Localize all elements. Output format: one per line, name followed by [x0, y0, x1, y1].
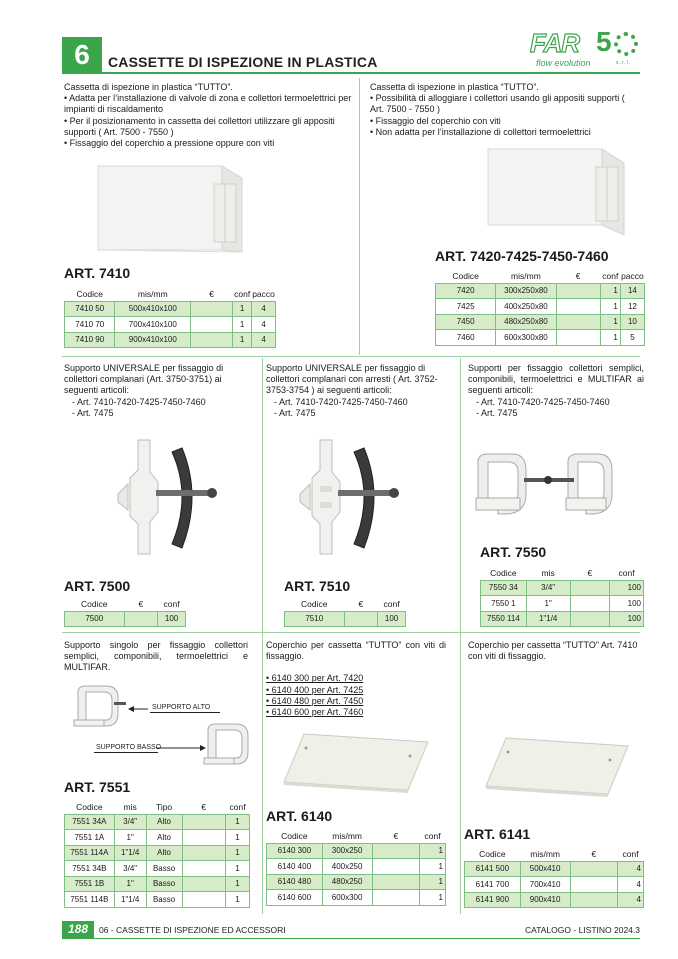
cell — [570, 580, 610, 596]
cell: 1"1/4 — [114, 845, 146, 861]
column-header: € — [201, 801, 207, 812]
label-underline — [94, 752, 158, 753]
column-header: Codice — [81, 598, 108, 609]
product-description-7410 — [64, 82, 356, 149]
cell: 300x250 — [322, 843, 372, 859]
cell: 1 — [420, 859, 446, 875]
cell: 7410 50 — [65, 301, 115, 317]
article-title-7420: ART. 7420-7425-7450-7460 — [435, 248, 609, 264]
table-row — [267, 843, 446, 859]
cell: 4 — [618, 861, 644, 877]
cell — [570, 861, 618, 877]
divider-v — [359, 78, 360, 355]
cell: 400x250x80 — [496, 299, 556, 315]
cell: 500x410x100 — [115, 301, 191, 317]
table-row — [481, 611, 644, 627]
cell — [182, 830, 226, 846]
column-header: Codice — [281, 830, 308, 841]
cell: 480x250x80 — [496, 314, 556, 330]
cell — [182, 845, 226, 861]
cell — [344, 611, 378, 627]
cell: 7551 34A — [65, 814, 115, 830]
cell: 12 — [620, 299, 644, 315]
article-title-6140: ART. 6140 — [266, 808, 333, 824]
column-header: conf — [163, 598, 180, 609]
cell: 7550 114 — [481, 611, 527, 627]
cell: 7410 70 — [65, 317, 115, 333]
bullet-item: - Art. 7410-7420-7425-7450-7460 — [476, 396, 610, 407]
divider-h — [62, 356, 640, 357]
table-6140 — [266, 829, 446, 906]
column-header: Codice — [490, 567, 517, 578]
table-row — [267, 874, 446, 890]
arrow-right-icon — [156, 742, 206, 754]
cell: 1 — [600, 314, 620, 330]
gear-icon — [614, 32, 638, 56]
cell: 5 — [620, 330, 644, 346]
table-row — [481, 596, 644, 612]
table-7410 — [64, 287, 276, 348]
cell — [556, 330, 600, 346]
product-image-7410 — [94, 160, 252, 256]
intro-text: Cassetta di ispezione in plastica “TUTTO”. — [370, 82, 539, 92]
cell: 7450 — [436, 314, 496, 330]
table-row — [436, 330, 645, 346]
cell: 1 — [420, 843, 446, 859]
column-header: € — [138, 598, 144, 609]
product-image-6141 — [484, 734, 632, 798]
cell: 480x250 — [322, 874, 372, 890]
column-header: conf — [383, 598, 400, 609]
bullet-item: • Adatta per l’installazione di valvole di zona e collettori termoelettrici per impianti di riscaldamento — [64, 93, 352, 115]
cell: 600x300x80 — [496, 330, 556, 346]
bullet-item: - Art. 7475 — [72, 407, 114, 418]
column-header: mis/mm — [137, 288, 168, 299]
cell — [182, 814, 226, 830]
column-header: Tipo — [155, 801, 173, 812]
table-row — [465, 861, 644, 877]
footer-catalog: CATALOGO - LISTINO 2024.3 — [525, 925, 640, 935]
cell: 1" — [114, 876, 146, 892]
cell: 1"1/4 — [526, 611, 570, 627]
article-title-7410: ART. 7410 — [64, 265, 131, 281]
article-title-7550: ART. 7550 — [480, 544, 547, 560]
table-row — [65, 814, 250, 830]
column-header: mis/mm — [530, 848, 560, 859]
page-number: 188 — [62, 921, 94, 938]
cell: 7551 1B — [65, 876, 115, 892]
cell: Basso — [146, 892, 182, 908]
cell: 7550 34 — [481, 580, 527, 596]
cell: 7420 — [436, 283, 496, 299]
cell — [556, 283, 600, 299]
bullet-item: • Fissaggio del coperchio con viti — [370, 115, 501, 126]
cell: 4 — [252, 317, 276, 333]
cell — [372, 874, 420, 890]
column-header: € — [393, 830, 399, 841]
cell: 1 — [226, 830, 250, 846]
product-image-7550 — [468, 452, 620, 532]
cell: 4 — [252, 301, 276, 317]
bullet-item: - Art. 7410-7420-7425-7450-7460 — [274, 396, 408, 407]
product-image-7500 — [116, 432, 220, 560]
product-description-6141 — [468, 640, 644, 662]
column-header: mis/mm — [332, 830, 362, 841]
intro-text: Supporto singolo per fissaggio collettori semplici, componibili, termoelettrici e MULTIFAR. — [64, 640, 248, 673]
article-title-7551: ART. 7551 — [64, 779, 131, 795]
divider-v — [262, 358, 263, 914]
column-header: Codice — [76, 801, 103, 812]
column-header: conf — [618, 567, 635, 578]
intro-text: Supporto UNIVERSALE per fissaggio di collettori complanari con arresti ( Art. 3752-3753-3754 ) ai seguenti articoli: — [266, 363, 438, 396]
product-description-7551 — [64, 640, 248, 674]
bullet-item: • Fissaggio del coperchio a pressione oppure con viti — [64, 138, 275, 149]
cell: Basso — [146, 876, 182, 892]
column-header: € — [358, 598, 364, 609]
table-row — [436, 314, 645, 330]
cell: 1 — [226, 892, 250, 908]
cell: 100 — [610, 580, 644, 596]
product-description-7510 — [266, 363, 456, 419]
cell: 1 — [226, 814, 250, 830]
cell: 500x410 — [520, 861, 570, 877]
product-image-7551-high — [70, 684, 128, 728]
cell: 300x250x80 — [496, 283, 556, 299]
bullet-item: - Art. 7475 — [274, 407, 316, 418]
cell: 1" — [526, 596, 570, 612]
cell — [570, 611, 610, 627]
cell: 6140 300 — [267, 843, 323, 859]
column-header: Codice — [479, 848, 506, 859]
cell: 1 — [233, 317, 252, 333]
column-header: conf — [229, 801, 246, 812]
cell: 7500 — [65, 611, 125, 627]
cell — [372, 890, 420, 906]
cell: 700x410 — [520, 877, 570, 893]
column-header: € — [575, 270, 581, 281]
article-title-7510: ART. 7510 — [284, 578, 351, 594]
bullet-item: • Possibilità di alloggiare i collettori usando gli appositi supporti ( Art. 7500 - 7550 ) — [370, 93, 625, 115]
cell: 6141 500 — [465, 861, 521, 877]
cell — [570, 877, 618, 893]
label-supporto-basso: SUPPORTO BASSO — [96, 744, 162, 751]
cell: 3/4" — [114, 814, 146, 830]
cell: 3/4" — [526, 580, 570, 596]
article-title-6141: ART. 6141 — [464, 826, 531, 842]
cell: 7460 — [436, 330, 496, 346]
cell — [191, 317, 233, 333]
cell: 7510 — [285, 611, 345, 627]
section-number-badge: 6 — [62, 37, 102, 73]
cell: 1 — [600, 283, 620, 299]
cell: 4 — [618, 892, 644, 908]
table-row — [65, 830, 250, 846]
product-description-7420 — [370, 82, 640, 138]
table-7510 — [284, 597, 406, 627]
table-row — [267, 890, 446, 906]
bullet-item: • Per il posizionamento in cassetta dei collettori utilizzare gli appositi supporti ( Art. 7500 - 7550 ) — [64, 115, 335, 137]
page-title: CASSETTE DI ISPEZIONE IN PLASTICA — [108, 54, 378, 70]
cell: 1 — [226, 876, 250, 892]
column-header: Codice — [452, 270, 479, 281]
company-logo — [530, 28, 646, 74]
cell: Alto — [146, 830, 182, 846]
table-7550 — [480, 566, 644, 627]
column-header: conf — [602, 270, 619, 281]
cell: 600x300 — [322, 890, 372, 906]
column-header: pacco — [252, 288, 275, 299]
table-7551 — [64, 800, 250, 908]
column-header: mis — [123, 801, 137, 812]
column-header: € — [587, 567, 593, 578]
divider-h — [62, 632, 640, 633]
cell: 900x410 — [520, 892, 570, 908]
cell: 100 — [378, 611, 406, 627]
cell: 4 — [618, 877, 644, 893]
cell: 7410 90 — [65, 332, 115, 348]
cell — [124, 611, 158, 627]
column-header: € — [209, 288, 215, 299]
cell — [191, 301, 233, 317]
column-header: conf — [622, 848, 639, 859]
bullet-item: • Non adatta per l’installazione di collettori termoelettrici — [370, 126, 591, 137]
table-row — [465, 877, 644, 893]
cell: 7551 34B — [65, 861, 115, 877]
product-image-7420 — [484, 145, 632, 237]
cell: 1"1/4 — [114, 892, 146, 908]
cell: 6140 400 — [267, 859, 323, 875]
cell: 14 — [620, 283, 644, 299]
table-row — [481, 580, 644, 596]
cell: 1 — [226, 845, 250, 861]
cell — [372, 859, 420, 875]
cell: 10 — [620, 314, 644, 330]
cell — [182, 861, 226, 877]
table-row — [65, 332, 276, 348]
table-row — [285, 611, 406, 627]
table-row — [65, 892, 250, 908]
intro-text: Coperchio per cassetta “TUTTO” Art. 7410 con viti di fissaggio. — [468, 640, 638, 662]
logo-far-text: FAR — [530, 28, 579, 58]
footer-divider — [62, 938, 640, 939]
product-description-7550 — [468, 363, 644, 419]
cell: 6141 700 — [465, 877, 521, 893]
bullet-item: - Art. 7475 — [476, 407, 518, 418]
product-description-6140 — [266, 640, 446, 718]
column-header: conf — [234, 288, 251, 299]
intro-text: Coperchio per cassetta “TUTTO” con viti di fissaggio. — [266, 640, 446, 662]
table-row — [65, 845, 250, 861]
cell: 400x250 — [322, 859, 372, 875]
cell: 1 — [420, 874, 446, 890]
cell: 1 — [600, 330, 620, 346]
table-row — [267, 859, 446, 875]
cell: 6140 480 — [267, 874, 323, 890]
cell — [182, 892, 226, 908]
product-image-6140 — [282, 730, 432, 794]
table-row — [65, 301, 276, 317]
cell: 7550 1 — [481, 596, 527, 612]
column-header: € — [591, 848, 597, 859]
logo-tagline: flow evolution — [536, 58, 591, 68]
table-row — [436, 283, 645, 299]
intro-text: Cassetta di ispezione in plastica “TUTTO”. — [64, 82, 233, 92]
table-6141 — [464, 847, 644, 908]
cell: 100 — [158, 611, 186, 627]
divider-v — [460, 358, 461, 914]
product-description-7500 — [64, 363, 258, 419]
article-title-7500: ART. 7500 — [64, 578, 131, 594]
cell — [570, 892, 618, 908]
cell — [372, 843, 420, 859]
bullet-item: • 6140 600 per Art. 7460 — [266, 707, 364, 718]
cell: 700x410x100 — [115, 317, 191, 333]
cell: 3/4" — [114, 861, 146, 877]
cell: 100 — [610, 596, 644, 612]
cell: 900x410x100 — [115, 332, 191, 348]
footer-section: 06 - CASSETTE DI ISPEZIONE ED ACCESSORI — [99, 925, 286, 935]
cell — [182, 876, 226, 892]
column-header: mis — [541, 567, 555, 578]
cell: 7551 1A — [65, 830, 115, 846]
logo-five-text: 5 — [596, 26, 612, 57]
column-header: Codice — [301, 598, 328, 609]
product-image-7551-low — [200, 722, 258, 766]
column-header: pacco — [621, 270, 644, 281]
intro-text: Supporti per fissaggio collettori semplici, componibili, termoelettrici e MULTIFAR ai seguenti articoli: — [468, 363, 644, 396]
cell: 1 — [226, 861, 250, 877]
cell: 4 — [252, 332, 276, 348]
table-row — [65, 611, 186, 627]
table-7420 — [435, 269, 645, 346]
cell: Alto — [146, 845, 182, 861]
label-underline — [150, 712, 220, 713]
cell: Alto — [146, 814, 182, 830]
table-row — [65, 317, 276, 333]
intro-text: Supporto UNIVERSALE per fissaggio di collettori complanari (Art. 3750-3751) ai seguenti articoli: — [64, 363, 224, 396]
cell: 100 — [610, 611, 644, 627]
cell — [191, 332, 233, 348]
table-row — [436, 299, 645, 315]
cell — [570, 596, 610, 612]
product-image-7510 — [298, 432, 402, 560]
table-7500 — [64, 597, 186, 627]
column-header: mis/mm — [511, 270, 541, 281]
bullet-item: - Art. 7410-7420-7425-7450-7460 — [72, 396, 206, 407]
column-header: conf — [424, 830, 441, 841]
cell: 1 — [233, 332, 252, 348]
table-row — [465, 892, 644, 908]
table-row — [65, 876, 250, 892]
cell: 6140 600 — [267, 890, 323, 906]
bullet-item: • 6140 400 per Art. 7425 — [266, 684, 364, 695]
bullet-item: • 6140 300 per Art. 7420 — [266, 673, 364, 684]
table-row — [65, 861, 250, 877]
cell: 1 — [420, 890, 446, 906]
column-header: Codice — [76, 288, 103, 299]
cell: 7425 — [436, 299, 496, 315]
bullet-item: • 6140 480 per Art. 7450 — [266, 695, 364, 706]
cell: 7551 114A — [65, 845, 115, 861]
cell: 1 — [233, 301, 252, 317]
cell — [556, 299, 600, 315]
cell: Basso — [146, 861, 182, 877]
cell: 1" — [114, 830, 146, 846]
cell: 1 — [600, 299, 620, 315]
cell — [556, 314, 600, 330]
cell: 7551 114B — [65, 892, 115, 908]
label-supporto-alto: SUPPORTO ALTO — [152, 704, 211, 711]
logo-subtag: s.r.l. — [616, 60, 632, 66]
cell: 6141 900 — [465, 892, 521, 908]
